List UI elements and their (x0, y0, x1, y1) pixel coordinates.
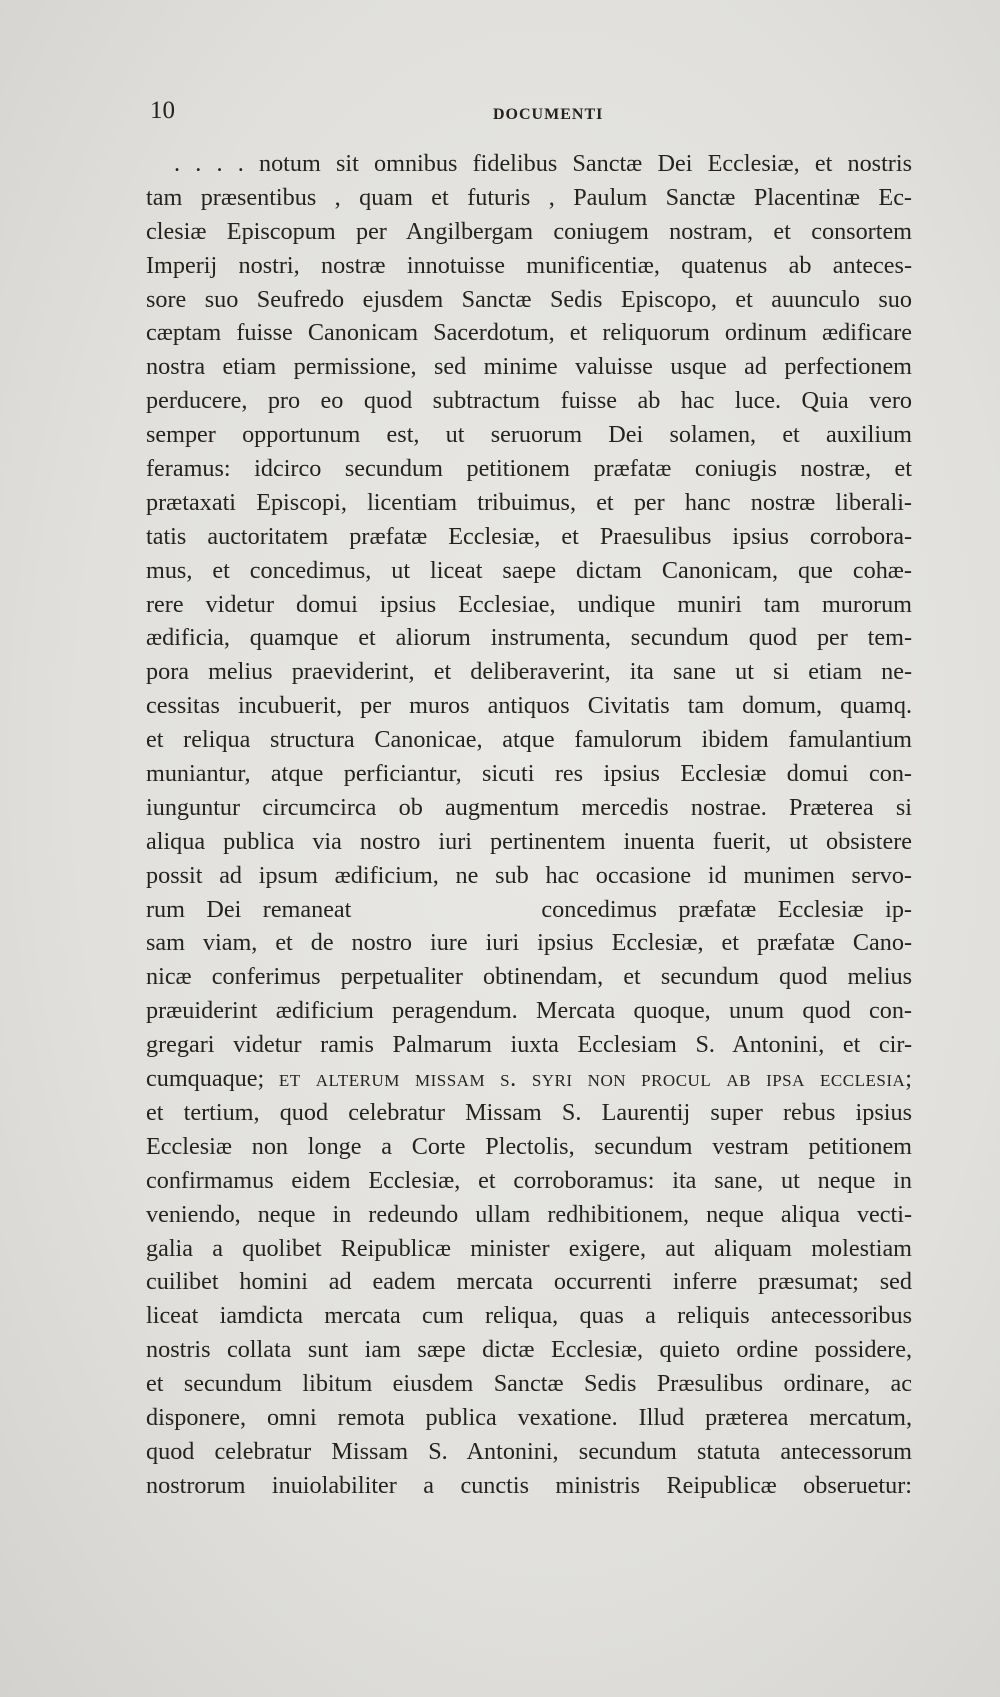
text-line-18: et reliqua structura Canonicae, atque famulorum ibidem famulantium (146, 726, 912, 754)
text-line-24: sam viam, et de nostro iure iuri ipsius Ecclesiæ, et præfatæ Cano- (146, 929, 912, 957)
text-line-16: pora melius praeviderint, et deliberaverint, ita sane ut si etiam ne- (146, 658, 912, 686)
smallcaps-tail: ; (905, 1065, 913, 1093)
text-line-35: liceat iamdicta mercata cum reliqua, quas a reliquis antecessoribus (146, 1302, 912, 1330)
text-line-20: iunguntur circumcirca ob augmentum mercedis nostrae. Præterea si (146, 793, 912, 821)
text-line-smallcaps (146, 1062, 912, 1096)
text-line-36: nostris collata sunt iam sæpe dictæ Ecclesiæ, quieto ordine possidere, (146, 1336, 912, 1364)
text-line-14: rere videtur domui ipsius Ecclesiae, undique muniri tam murorum (146, 590, 912, 618)
text-line-31: confirmamus eidem Ecclesiæ, et corroboramus: ita sane, ut neque in (146, 1166, 912, 1194)
text-line-2: tam præsentibus , quam et futuris , Paulum Sanctæ Placentinæ Ec- (146, 183, 912, 211)
text-line-3: clesiæ Episcopum per Angilbergam coniugem nostram, et consortem (146, 217, 912, 245)
gap-line-right: concedimus præfatæ Ecclesiæ ip- (541, 895, 912, 923)
text-line-21: aliqua publica via nostro iuri pertinentem inuenta fuerit, ut obsistere (146, 827, 912, 855)
text-line-34: cuilibet homini ad eadem mercata occurrenti inferre præsumat; sed (146, 1268, 912, 1296)
text-line-39: quod celebratur Missam S. Antonini, secundum statuta antecessorum (146, 1437, 912, 1465)
text-line-22: possit ad ipsum ædificium, ne sub hac occasione id munimen servo- (146, 861, 912, 889)
text-line-7: nostra etiam permissione, sed minime valuisse usque ad perfectionem (146, 353, 912, 381)
text-line-40: nostrorum inuiolabiliter a cunctis ministris Reipublicæ obseruetur: (146, 1471, 912, 1499)
text-line-29: et tertium, quod celebratur Missam S. Laurentij super rebus ipsius (146, 1098, 912, 1126)
text-line-27: gregari videtur ramis Palmarum iuxta Ecclesiam S. Antonini, et cir- (146, 1031, 912, 1059)
text-line-19: muniantur, atque perficiantur, sicuti res ipsius Ecclesiæ domui con- (146, 760, 912, 788)
text-line-13: mus, et concedimus, ut liceat saepe dictam Canonicam, que cohæ- (146, 556, 912, 584)
text-line-38: disponere, omni remota publica vexatione. Illud præterea mercatum, (146, 1403, 912, 1431)
text-line-26: præuiderint ædificium peragendum. Mercata quoque, unum quod con- (146, 997, 912, 1025)
text-line-gap (146, 893, 912, 927)
text-line-25: nicæ conferimus perpetualiter obtinendam, et secundum quod melius (146, 963, 912, 991)
text-line-33: galia a quolibet Reipublicæ minister exigere, aut aliquam molestiam (146, 1234, 912, 1262)
text-line-8: perducere, pro eo quod subtractum fuisse ab hac luce. Quia vero (146, 387, 912, 415)
smallcaps-lead: cumquaque; (146, 1065, 265, 1093)
text-line-12: tatis auctoritatem præfatæ Ecclesiæ, et Praesulibus ipsius corrobora- (146, 522, 912, 550)
text-line-1: . . . . notum sit omnibus fidelibus Sanctæ Dei Ecclesiæ, et nostris (174, 150, 912, 177)
text-line-30: Ecclesiæ non longe a Corte Plectolis, secundum vestram petitionem (146, 1132, 912, 1160)
text-line-15: ædificia, quamque et aliorum instrumenta, secundum quod per tem- (146, 624, 912, 652)
smallcaps-insert: et alterum missam s. syri non procul ab ipsa ecclesia (278, 1065, 906, 1093)
text-line-37: et secundum libitum eiusdem Sanctæ Sedis Præsulibus ordinare, ac (146, 1370, 912, 1398)
gap-line-left: rum Dei remaneat (146, 895, 352, 923)
text-line-4: Imperij nostri, nostræ innotuisse munificentiæ, quatenus ab anteces- (146, 251, 912, 279)
document-body (146, 147, 912, 1503)
text-line-11: prætaxati Episcopi, licentiam tribuimus, et per hanc nostræ liberali- (146, 488, 912, 516)
text-line-17: cessitas incubuerit, per muros antiquos Civitatis tam domum, quamq. (146, 692, 912, 720)
page-number: 10 (150, 97, 175, 124)
text-line-10: feramus: idcirco secundum petitionem præfatæ coniugis nostræ, et (146, 455, 912, 483)
text-line-32: veniendo, neque in redeundo ullam redhibitionem, neque aliqua vecti- (146, 1200, 912, 1228)
text-line-6: cæptam fuisse Canonicam Sacerdotum, et reliquorum ordinum ædificare (146, 319, 912, 347)
text-line-5: sore suo Seufredo ejusdem Sanctæ Sedis Episcopo, et auunculo suo (146, 285, 912, 313)
running-title: DOCUMENTI (493, 106, 604, 123)
text-line-9: semper opportunum est, ut seruorum Dei solamen, et auxilium (146, 421, 912, 449)
